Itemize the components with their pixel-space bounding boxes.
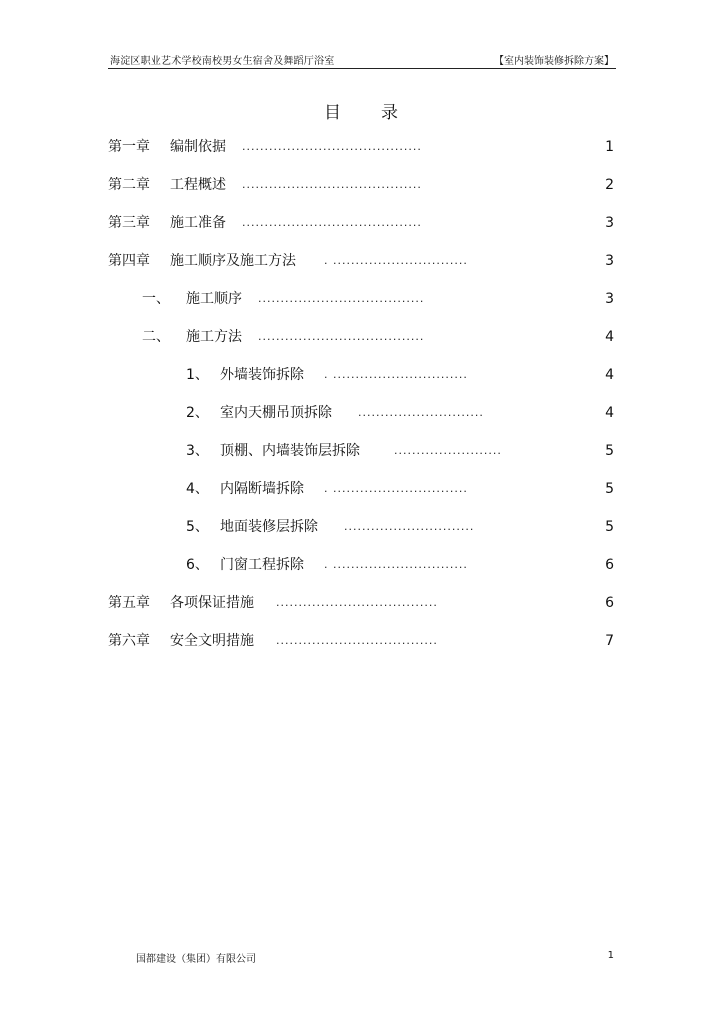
toc-entry-page: 7 xyxy=(605,633,614,649)
toc-entry xyxy=(108,213,614,233)
toc-entry-page: 6 xyxy=(605,557,614,573)
toc-entry-label: 施工方法 xyxy=(186,329,242,345)
toc-entry-label: 室内天棚吊顶拆除 xyxy=(220,405,332,421)
toc-title: 目 录 xyxy=(324,103,400,123)
toc-entry xyxy=(108,327,614,347)
toc-entry-page: 6 xyxy=(605,595,614,611)
toc-entry-page: 5 xyxy=(605,481,614,497)
toc-entry xyxy=(108,251,614,271)
toc-entry xyxy=(108,441,614,461)
toc-entry-leader: .................................... xyxy=(276,634,438,647)
toc-entry xyxy=(108,289,614,309)
header-right-title: 【室内装饰装修拆除方案】 xyxy=(494,56,614,67)
toc-entry-page: 4 xyxy=(605,367,614,383)
toc-entry xyxy=(108,593,614,613)
toc-entry-page: 3 xyxy=(605,215,614,231)
toc-entry xyxy=(108,479,614,499)
toc-entry-label: 编制依据 xyxy=(170,139,226,155)
toc-entry xyxy=(108,631,614,651)
footer-company: 国都建设（集团）有限公司 xyxy=(136,954,256,965)
toc-entry-label: 施工顺序 xyxy=(186,291,242,307)
toc-entry-page: 4 xyxy=(605,329,614,345)
toc-entry-leader: . .............................. xyxy=(324,368,468,381)
toc-entry-label: 地面装修层拆除 xyxy=(220,519,318,535)
toc-entry-page: 5 xyxy=(605,519,614,535)
toc-entry-leader: ............................. xyxy=(344,520,475,533)
toc-entry-number: 第五章 xyxy=(108,595,150,611)
toc-entry-number: 第三章 xyxy=(108,215,150,231)
toc-entry xyxy=(108,365,614,385)
toc-entry-number: 1、 xyxy=(186,367,209,383)
toc-entry-number: 4、 xyxy=(186,481,209,497)
toc-entry-label: 施工顺序及施工方法 xyxy=(170,253,296,269)
toc-entry xyxy=(108,403,614,423)
footer-page-number: 1 xyxy=(607,950,614,961)
toc-entry-leader: ............................ xyxy=(358,406,484,419)
toc-entry-leader: . .............................. xyxy=(324,558,468,571)
toc-entry-number: 第一章 xyxy=(108,139,150,155)
toc-entry-number: 二、 xyxy=(142,329,170,345)
toc-entry-page: 5 xyxy=(605,443,614,459)
toc-entry-leader: .................................... xyxy=(276,596,438,609)
toc-entry-page: 3 xyxy=(605,291,614,307)
toc-entry xyxy=(108,175,614,195)
toc-entry-number: 6、 xyxy=(186,557,209,573)
toc-entry-leader: ..................................... xyxy=(258,292,425,305)
toc-entry-leader: ........................................ xyxy=(242,216,422,229)
toc-entry xyxy=(108,517,614,537)
toc-entry-leader: . .............................. xyxy=(324,482,468,495)
toc-entry-number: 5、 xyxy=(186,519,209,535)
toc-entry-label: 安全文明措施 xyxy=(170,633,254,649)
toc-entry xyxy=(108,555,614,575)
toc-entry-leader: ........................ xyxy=(394,444,502,457)
toc-entry-label: 顶棚、内墙装饰层拆除 xyxy=(220,443,360,459)
toc-entry-label: 施工准备 xyxy=(170,215,226,231)
toc-entry-number: 一、 xyxy=(142,291,170,307)
toc-entry-label: 工程概述 xyxy=(170,177,226,193)
toc-entry-page: 4 xyxy=(605,405,614,421)
toc-entry-leader: ..................................... xyxy=(258,330,425,343)
toc-entry-number: 第二章 xyxy=(108,177,150,193)
toc-entry-page: 3 xyxy=(605,253,614,269)
toc-entry-page: 2 xyxy=(605,177,614,193)
toc-entry-number: 3、 xyxy=(186,443,209,459)
toc-entry-label: 外墙装饰拆除 xyxy=(220,367,304,383)
toc-entry-label: 门窗工程拆除 xyxy=(220,557,304,573)
header-left-title: 海淀区职业艺术学校南校男女生宿舍及舞蹈厅浴室 xyxy=(110,56,335,67)
toc-entry-leader: ........................................ xyxy=(242,140,422,153)
toc-entry-number: 第四章 xyxy=(108,253,150,269)
toc-entry-leader: ........................................ xyxy=(242,178,422,191)
toc-entry-number: 2、 xyxy=(186,405,209,421)
toc-entry-label: 各项保证措施 xyxy=(170,595,254,611)
header-rule xyxy=(108,68,616,69)
toc-entry-page: 1 xyxy=(605,139,614,155)
toc-entry-leader: . .............................. xyxy=(324,254,468,267)
toc-entry-number: 第六章 xyxy=(108,633,150,649)
toc-entry-label: 内隔断墙拆除 xyxy=(220,481,304,497)
toc-entry xyxy=(108,137,614,157)
